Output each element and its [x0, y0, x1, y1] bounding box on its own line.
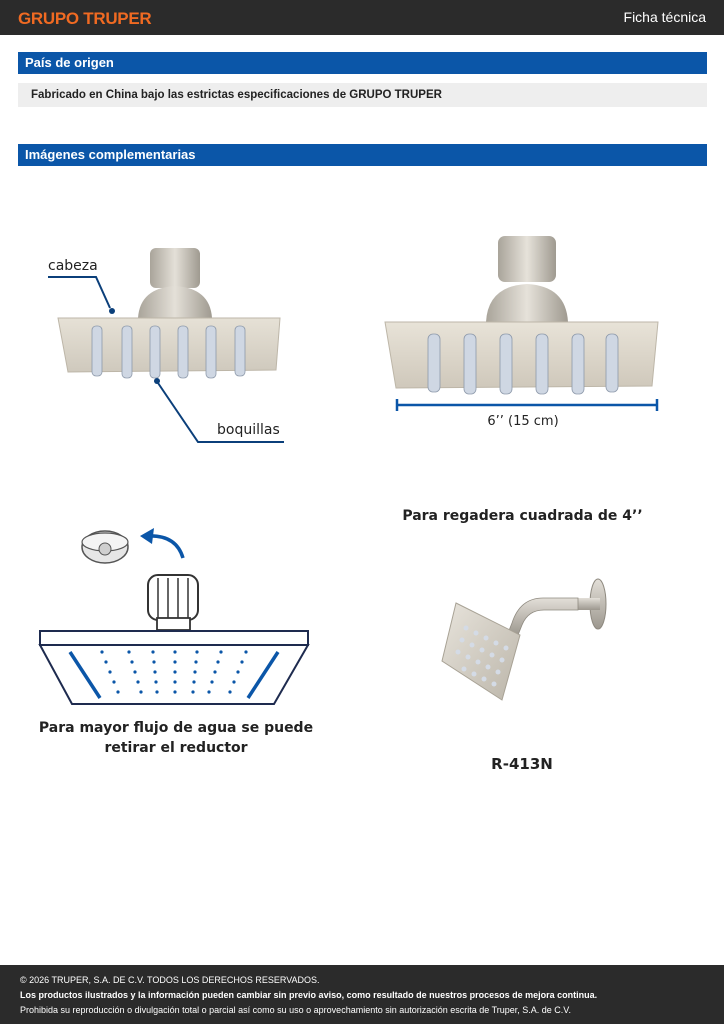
truper-logo[interactable]: GRUPO TRUPER	[18, 9, 152, 28]
section-title-images: Imágenes complementarias	[18, 144, 707, 166]
arm-title: Para regadera cuadrada de 4’’	[402, 508, 643, 524]
footer-copyright: © 2026 TRUPER, S.A. DE C.V. TODOS LOS DERECHOS RESERVADOS.	[20, 975, 320, 985]
footer-bar	[0, 965, 724, 1024]
image-head-parts	[40, 240, 300, 450]
image-reducer	[36, 520, 316, 765]
origin-text: Fabricado en China bajo las estrictas especificaciones de GRUPO TRUPER	[18, 83, 707, 107]
document-type: Ficha técnica	[623, 9, 706, 25]
shower-arm-illustration	[438, 573, 658, 713]
model-label: R-413N	[491, 755, 553, 773]
image-head-dimension	[380, 230, 670, 440]
reducer-removal-illustration	[36, 520, 316, 715]
footer-prohibition: Prohibida su reproducción o divulgación total o parcial así como su uso o aprovechamiento sin autorización escrita de Truper, S.A. de C.V.	[20, 1005, 571, 1015]
footer-notice: Los productos ilustrados y la información pueden cambiar sin previo aviso, como resultado de nuestros procesos de mejora continua.	[20, 990, 598, 1000]
image-shower-arm	[400, 505, 700, 785]
header-bar	[0, 0, 724, 35]
label-head: cabeza	[48, 258, 98, 274]
shower-head-dimension-illustration	[380, 230, 670, 420]
reducer-caption-line1: Para mayor flujo de agua se puede	[38, 720, 314, 736]
reducer-caption-line2: retirar el reductor	[104, 740, 248, 756]
section-title-origin: País de origen	[18, 52, 707, 74]
dimension-label: 6’’ (15 cm)	[487, 414, 559, 429]
label-nozzles: boquillas	[217, 422, 280, 438]
